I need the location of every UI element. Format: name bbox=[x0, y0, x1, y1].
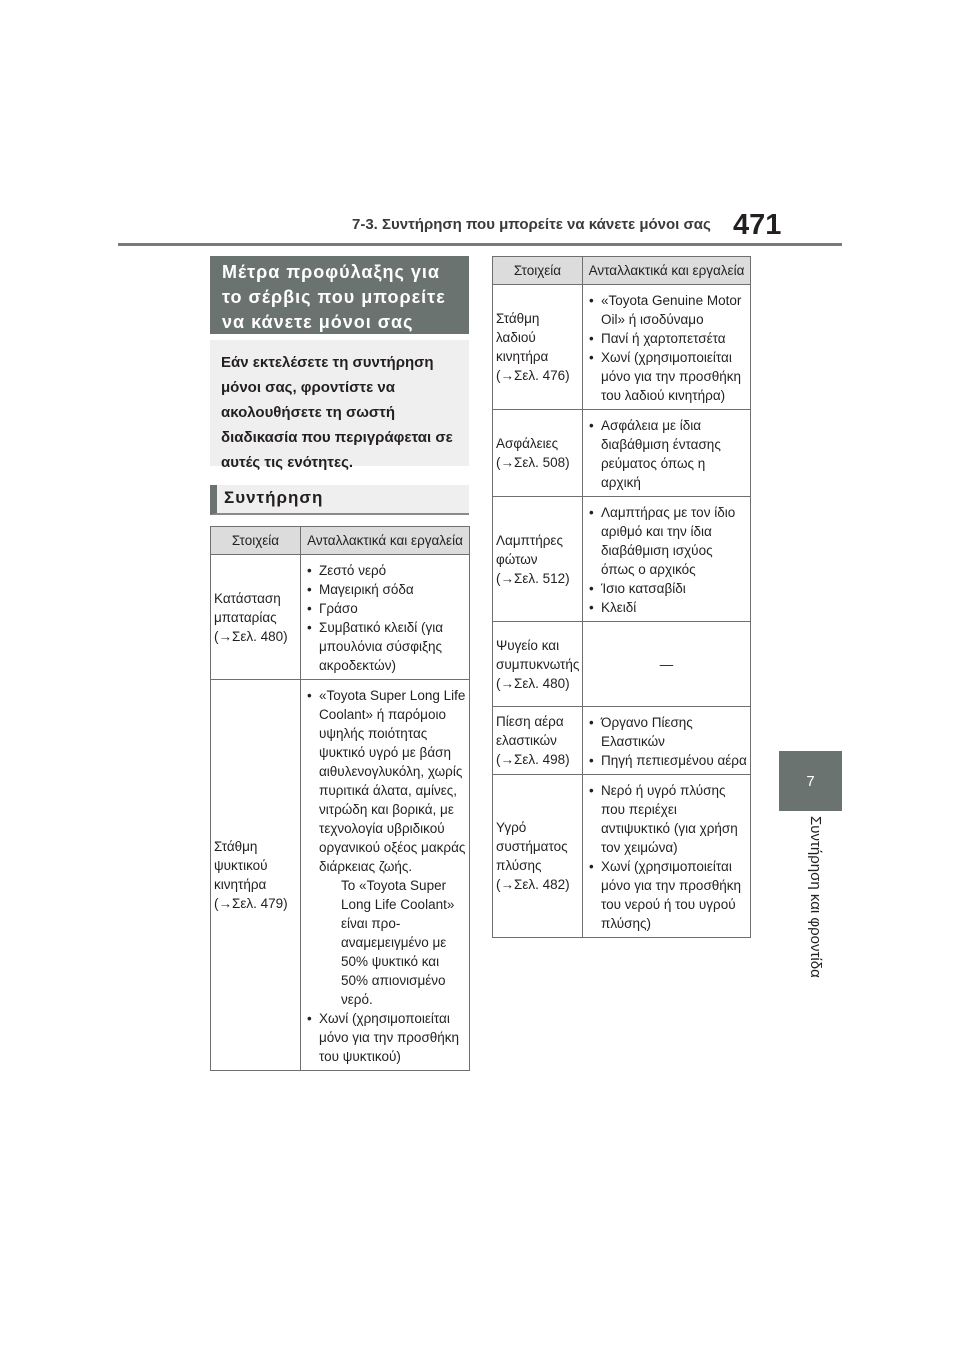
header-rule bbox=[118, 243, 842, 246]
maintenance-table-left bbox=[210, 526, 470, 1071]
tool-item: • Πανί ή χαρτοπετσέτα bbox=[589, 329, 748, 348]
row-tools bbox=[301, 555, 470, 680]
tool-item: • Πηγή πεπιεσμένου αέρα bbox=[589, 751, 748, 770]
row-item: Πίεση αέρα ελαστικών (→Σελ. 498) bbox=[493, 707, 583, 775]
row-item: Ψυγείο και συμπυκνωτής (→Σελ. 480) bbox=[493, 622, 583, 707]
row-item: Στάθμη λαδιού κινητήρα (→Σελ. 476) bbox=[493, 285, 583, 410]
tool-item-text: «Toyota Super Long Life Coolant» ή παρόμοιο υψηλής ποιότητας ψυκτικό υγρό με βάση αιθυλενογλυκόλη, χωρίς πυριτικά άλατα, αμίνες, νιτρώδη και βορικά, με τεχνολογία υβριδικού οργανικού οξέος μακράς διάρκειας ζωής. bbox=[319, 688, 466, 874]
section-title: Μέτρα προφύλαξης για το σέρβις που μπορείτε να κάνετε μόνοι σας bbox=[210, 256, 469, 334]
tool-list bbox=[589, 291, 748, 405]
row-item: Λαμπτήρες φώτων (→Σελ. 512) bbox=[493, 497, 583, 622]
empty-dash: — bbox=[659, 656, 674, 672]
tool-list bbox=[589, 503, 748, 617]
tool-item bbox=[307, 686, 467, 1009]
row-tools bbox=[583, 775, 751, 938]
tool-item: • Συμβατικό κλειδί (για μπουλόνια σύσφιξης ακροδεκτών) bbox=[307, 618, 467, 675]
table-row bbox=[211, 555, 470, 680]
intro-text: Εάν εκτελέσετε τη συντήρηση μόνοι σας, φροντίστε να ακολουθήσετε τη σωστή διαδικασία που περιγράφεται σε αυτές τις ενότητες. bbox=[210, 340, 469, 466]
table-row bbox=[493, 707, 751, 775]
row-item: Κατάσταση μπαταρίας (→Σελ. 480) bbox=[211, 555, 301, 680]
tool-item: • Νερό ή υγρό πλύσης που περιέχει αντιψυκτικό (για χρήση τον χειμώνα) bbox=[589, 781, 748, 857]
table-header-row bbox=[211, 527, 470, 555]
table-row bbox=[493, 285, 751, 410]
table-row bbox=[211, 680, 470, 1071]
tool-item: • Ίσιο κατσαβίδι bbox=[589, 579, 748, 598]
running-header-title: 7-3. Συντήρηση που μπορείτε να κάνετε μόνοι σας bbox=[352, 216, 711, 233]
row-tools bbox=[583, 497, 751, 622]
row-tools bbox=[583, 285, 751, 410]
tool-item: • Κλειδί bbox=[589, 598, 748, 617]
column-header-item: Στοιχεία bbox=[211, 527, 301, 555]
row-tools bbox=[583, 707, 751, 775]
tool-item: • Χωνί (χρησιμοποιείται μόνο για την προσθήκη του νερού ή του υγρού πλύσης) bbox=[589, 857, 748, 933]
table-header-row bbox=[493, 257, 751, 285]
tool-item: • Μαγειρική σόδα bbox=[307, 580, 467, 599]
tool-list bbox=[589, 781, 748, 933]
tool-list bbox=[307, 561, 467, 675]
tool-note: Το «Toyota Super Long Life Coolant» είναι προ-αναμεμειγμένο με 50% ψυκτικό και 50% απιονισμένο νερό. bbox=[341, 878, 455, 1007]
column-header-item: Στοιχεία bbox=[493, 257, 583, 285]
table-row bbox=[493, 497, 751, 622]
chapter-side-label: Συντήρηση και φροντίδα bbox=[807, 816, 824, 978]
row-tools bbox=[301, 680, 470, 1071]
tool-item: • Όργανο Πίεσης Ελαστικών bbox=[589, 713, 748, 751]
maintenance-table-right bbox=[492, 256, 751, 938]
subsection-heading: Συντήρηση bbox=[210, 485, 469, 515]
tool-item: • «Toyota Genuine Motor Oil» ή ισοδύναμο bbox=[589, 291, 748, 329]
tool-list bbox=[307, 686, 467, 1066]
tool-item: • Ζεστό νερό bbox=[307, 561, 467, 580]
page-number: 471 bbox=[733, 209, 782, 241]
column-header-tools: Ανταλλακτικά και εργαλεία bbox=[583, 257, 751, 285]
row-item: Υγρό συστήματος πλύσης (→Σελ. 482) bbox=[493, 775, 583, 938]
tool-item: • Χωνί (χρησιμοποιείται μόνο για την προσθήκη του ψυκτικού) bbox=[307, 1009, 467, 1066]
row-tools bbox=[583, 622, 751, 707]
tool-item: • Ασφάλεια με ίδια διαβάθμιση έντασης ρεύματος όπως η αρχική bbox=[589, 416, 748, 492]
row-item: Στάθμη ψυκτικού κινητήρα (→Σελ. 479) bbox=[211, 680, 301, 1071]
table-row bbox=[493, 775, 751, 938]
row-item: Ασφάλειες (→Σελ. 508) bbox=[493, 410, 583, 497]
table-row bbox=[493, 622, 751, 707]
chapter-number-tab: 7 bbox=[779, 751, 842, 811]
tool-list bbox=[589, 416, 748, 492]
table-row bbox=[493, 410, 751, 497]
tool-list bbox=[589, 713, 748, 770]
tool-item: • Γράσο bbox=[307, 599, 467, 618]
column-header-tools: Ανταλλακτικά και εργαλεία bbox=[301, 527, 470, 555]
row-tools bbox=[583, 410, 751, 497]
tool-item: • Χωνί (χρησιμοποιείται μόνο για την προσθήκη του λαδιού κινητήρα) bbox=[589, 348, 748, 405]
tool-item: • Λαμπτήρας με τον ίδιο αριθμό και την ίδια διαβάθμιση ισχύος όπως ο αρχικός bbox=[589, 503, 748, 579]
